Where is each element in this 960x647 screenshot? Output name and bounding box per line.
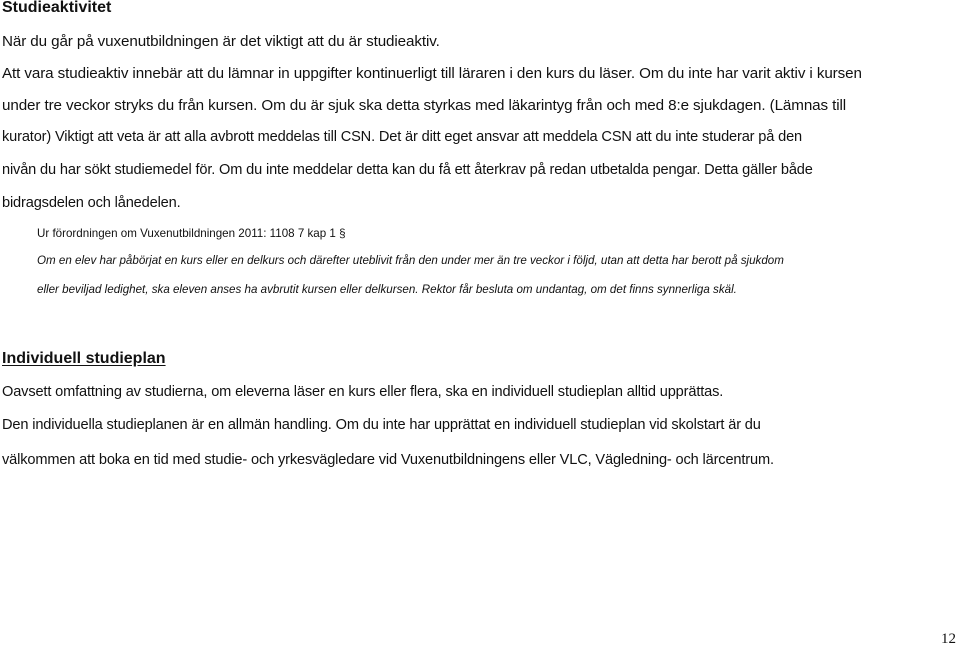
paragraph-line: När du går på vuxenutbildningen är det viktigt att du är studieaktiv. [2,33,440,50]
paragraph-line: under tre veckor stryks du från kursen. Om du är sjuk ska detta styrkas med läkarintyg från och med 8:e sjukdagen. (Lämnas till [2,97,847,114]
paragraph-line: Den individuella studieplanen är en allmän handling. Om du inte har upprättat en individuell studieplan vid skolstart är du [2,417,761,433]
regulation-quote-line: Om en elev har påbörjat en kurs eller en delkurs och därefter uteblivit från den under mer än tre veckor i följd, utan att detta har berott på sjukdom [37,254,784,267]
paragraph-line: Oavsett omfattning av studierna, om eleverna läser en kurs eller flera, ska en individuell studieplan alltid upprättas. [2,384,724,400]
paragraph-line: Att vara studieaktiv innebär att du lämnar in uppgifter kontinuerligt till läraren i den kurs du läser. Om du inte har varit aktiv i kursen [2,65,862,82]
section-heading-individuell-studieplan: Individuell studieplan [2,350,166,367]
paragraph-line: kurator) Viktigt att veta är att alla avbrott meddelas till CSN. Det är ditt eget ansvar att meddela CSN att du inte studerar på den [2,129,803,145]
paragraph-line: välkommen att boka en tid med studie- och yrkesvägledare vid Vuxenutbildningens eller VLC, Vägledning- och lärcentrum. [2,452,774,468]
paragraph-line: nivån du har sökt studiemedel för. Om du inte meddelar detta kan du få ett återkrav på redan utbetalda pengar. Detta gäller både [2,162,813,178]
page-number: 12 [941,631,956,647]
regulation-quote-line: eller beviljad ledighet, ska eleven anses ha avbrutit kursen eller delkursen. Rektor får besluta om undantag, om det finns synnerliga skäl. [37,283,737,296]
paragraph-line: bidragsdelen och lånedelen. [2,195,181,211]
section-heading-studieaktivitet: Studieaktivitet [2,0,112,16]
regulation-reference: Ur förordningen om Vuxenutbildningen 2011: 1108 7 kap 1 § [37,227,346,240]
